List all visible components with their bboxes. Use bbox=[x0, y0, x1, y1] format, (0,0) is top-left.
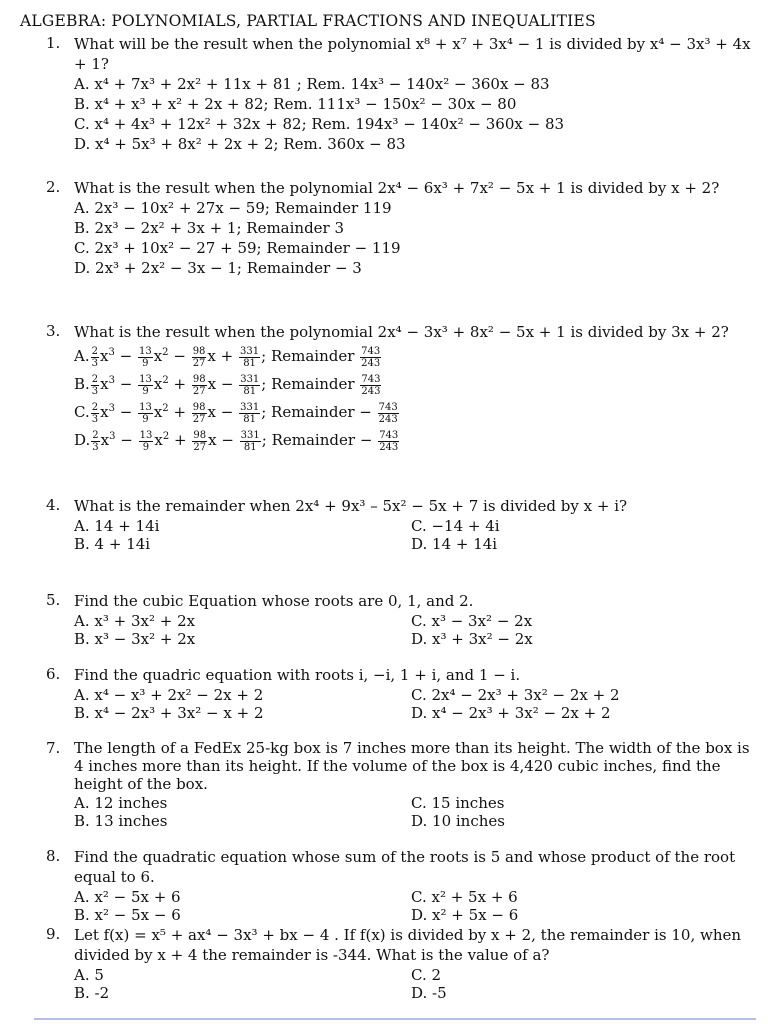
question-number: 5. bbox=[46, 591, 61, 609]
option-d: D. 14 + 14i bbox=[411, 535, 498, 553]
remainder-label: Remainder bbox=[270, 347, 355, 365]
term-sign: − bbox=[120, 431, 133, 449]
option-b: B. x⁴ − 2x³ + 3x² − x + 2 bbox=[74, 704, 264, 722]
term-sign: − bbox=[220, 375, 234, 393]
option-d: D. x⁴ + 5x³ + 8x² + 2x + 2; Rem. 360x − 83 bbox=[74, 135, 406, 153]
question-number: 7. bbox=[46, 739, 61, 757]
option-d: D. 2x³ + 2x² − 3x − 1; Remainder − 3 bbox=[74, 259, 362, 277]
remainder-label: Remainder bbox=[271, 375, 355, 393]
remainder-sign: − bbox=[359, 431, 373, 449]
question-text: Find the quadric equation with roots i, −i, 1 + i, and 1 − i. bbox=[74, 666, 521, 684]
fraction-term: $\frac{2}{3}$ bbox=[91, 345, 98, 369]
option-letter: A. bbox=[74, 347, 90, 365]
option-a: A. $\frac{2}{3}$ $x^3$ − $\frac{13}{9}$ $x^2$ − $\frac{98}{27}$ x + $\frac{331}{81}$ ; Remainder $\frac{743}{243}$ bbox=[74, 345, 381, 369]
option-letter: D. bbox=[74, 431, 91, 449]
fraction-term: $\frac{13}{9}$ bbox=[139, 429, 153, 453]
page-title: ALGEBRA: POLYNOMIALS, PARTIAL FRACTIONS AND INEQUALITIES bbox=[20, 12, 596, 30]
option-c: C. x² + 5x + 6 bbox=[411, 888, 518, 906]
question-6 bbox=[46, 665, 754, 721]
option-b: B. x³ − 3x² + 2x bbox=[74, 630, 196, 648]
option-a: A. 12 inches bbox=[74, 794, 168, 812]
option-b: B. 2x³ − 2x² + 3x + 1; Remainder 3 bbox=[74, 219, 345, 237]
option-d: D. 10 inches bbox=[411, 812, 505, 830]
option-b: B. 13 inches bbox=[74, 812, 168, 830]
question-text: What is the result when the polynomial 2x⁴ − 6x³ + 7x² − 5x + 1 is divided by x + 2? bbox=[74, 179, 720, 197]
question-text: Find the cubic Equation whose roots are 0, 1, and 2. bbox=[74, 592, 474, 610]
fraction-term: $\frac{98}{27}$ bbox=[192, 401, 206, 425]
option-d: D. -5 bbox=[411, 984, 447, 1002]
question-1 bbox=[46, 34, 754, 154]
fraction-term: $\frac{331}{81}$ bbox=[240, 401, 260, 425]
term-sign: − bbox=[220, 403, 234, 421]
question-number: 8. bbox=[46, 847, 61, 865]
option-d: D. $\frac{2}{3}$ $x^3$ − $\frac{13}{9}$ $x^2$ + $\frac{98}{27}$ x − $\frac{331}{81}$ ; Remainder − $\frac{743}{243}$ bbox=[74, 429, 399, 453]
option-letter: B. bbox=[74, 375, 90, 393]
option-d: D. x⁴ − 2x³ + 3x² − 2x + 2 bbox=[411, 704, 611, 722]
term-sign: + bbox=[220, 347, 234, 365]
term-sign: − bbox=[119, 403, 133, 421]
question-text: The length of a FedEx 25-kg box is 7 inches more than its height. The width of the box is 4 inches more than its height. If the volume of the box is 4,420 cubic inches, find the height of the box. bbox=[74, 739, 750, 793]
fraction-term: $\frac{743}{243}$ bbox=[361, 345, 381, 369]
fraction-term: $\frac{2}{3}$ bbox=[91, 401, 99, 425]
question-text: What is the remainder when 2x⁴ + 9x³ – 5x² − 5x + 7 is divided by x + i? bbox=[74, 497, 628, 515]
question-number: 9. bbox=[46, 925, 61, 943]
fraction-term: $\frac{13}{9}$ bbox=[138, 345, 152, 369]
option-a: A. x⁴ − x³ + 2x² − 2x + 2 bbox=[74, 686, 264, 704]
bottom-divider bbox=[34, 1018, 756, 1020]
fraction-term: $\frac{98}{27}$ bbox=[193, 429, 207, 453]
question-number: 1. bbox=[46, 34, 61, 52]
options bbox=[74, 887, 754, 923]
term-sign: − bbox=[119, 375, 133, 393]
option-c: C. −14 + 4i bbox=[411, 517, 500, 535]
question-text: What is the result when the polynomial 2x⁴ − 3x³ + 8x² − 5x + 1 is divided by 3x + 2? bbox=[74, 323, 729, 341]
option-a: A. 2x³ − 10x² + 27x − 59; Remainder 119 bbox=[74, 199, 392, 217]
options bbox=[74, 611, 754, 647]
term-sign: − bbox=[119, 347, 133, 365]
option-c: C. 2x⁴ − 2x³ + 3x² − 2x + 2 bbox=[411, 686, 620, 704]
remainder-sign: − bbox=[359, 403, 372, 421]
question-3 bbox=[46, 322, 754, 454]
fraction-term: $\frac{331}{81}$ bbox=[240, 345, 260, 369]
option-c: C. x⁴ + 4x³ + 12x² + 32x + 82; Rem. 194x³ − 140x² − 360x − 83 bbox=[74, 115, 565, 133]
term-sign: + bbox=[173, 431, 187, 449]
option-b: B. 4 + 14i bbox=[74, 535, 151, 553]
remainder-label: Remainder bbox=[271, 431, 356, 449]
fraction-term: $\frac{2}{3}$ bbox=[91, 373, 99, 397]
option-a: A. 14 + 14i bbox=[74, 517, 160, 535]
question-number: 3. bbox=[46, 322, 61, 340]
options bbox=[74, 516, 754, 552]
option-d: D. x³ + 3x² − 2x bbox=[411, 630, 533, 648]
options bbox=[74, 342, 754, 454]
option-c: C. 15 inches bbox=[411, 794, 505, 812]
option-b: B. $\frac{2}{3}$ $x^3$ − $\frac{13}{9}$ $x^2$ + $\frac{98}{27}$ x − $\frac{331}{81}$ ; Remainder $\frac{743}{243}$ bbox=[74, 373, 381, 397]
term-sign: + bbox=[173, 375, 187, 393]
question-text: What will be the result when the polynomial x⁸ + x⁷ + 3x⁴ − 1 is divided by x⁴ − 3x³ + 4x + 1? bbox=[74, 35, 751, 73]
question-8 bbox=[46, 847, 754, 923]
option-c: C. $\frac{2}{3}$ $x^3$ − $\frac{13}{9}$ $x^2$ + $\frac{98}{27}$ x − $\frac{331}{81}$ ; Remainder − $\frac{743}{243}$ bbox=[74, 401, 398, 425]
options bbox=[74, 685, 754, 721]
fraction-term: $\frac{2}{3}$ bbox=[92, 429, 99, 453]
term-sign: − bbox=[221, 431, 234, 449]
question-number: 2. bbox=[46, 178, 61, 196]
fraction-term: $\frac{743}{243}$ bbox=[379, 429, 399, 453]
question-2 bbox=[46, 178, 754, 278]
question-text: Let f(x) = x⁵ + ax⁴ − 3x³ + bx − 4 . If f(x) is divided by x + 2, the remainder is 10, when divided by x + 4 the remainder is -344. What is the value of a? bbox=[74, 926, 742, 964]
option-b: B. x⁴ + x³ + x² + 2x + 82; Rem. 111x³ − 150x² − 30x − 80 bbox=[74, 95, 517, 113]
fraction-term: $\frac{743}{243}$ bbox=[378, 401, 398, 425]
question-number: 4. bbox=[46, 496, 61, 514]
options bbox=[74, 198, 754, 278]
fraction-term: $\frac{98}{27}$ bbox=[192, 373, 206, 397]
option-a: A. x² − 5x + 6 bbox=[74, 888, 181, 906]
question-4 bbox=[46, 496, 754, 552]
option-b: B. -2 bbox=[74, 984, 110, 1002]
option-d: D. x² + 5x − 6 bbox=[411, 906, 519, 924]
question-number: 6. bbox=[46, 665, 61, 683]
option-b: B. x² − 5x − 6 bbox=[74, 906, 181, 924]
fraction-term: $\frac{331}{81}$ bbox=[240, 429, 260, 453]
fraction-term: $\frac{743}{243}$ bbox=[361, 373, 381, 397]
option-c: C. 2 bbox=[411, 966, 442, 984]
term-sign: − bbox=[173, 347, 186, 365]
fraction-term: $\frac{98}{27}$ bbox=[192, 345, 206, 369]
option-a: A. 5 bbox=[74, 966, 104, 984]
question-5 bbox=[46, 591, 754, 647]
remainder-label: Remainder bbox=[271, 403, 355, 421]
option-a: A. x⁴ + 7x³ + 2x² + 11x + 81 ; Rem. 14x³ − 140x² − 360x − 83 bbox=[74, 75, 550, 93]
option-c: C. 2x³ + 10x² − 27 + 59; Remainder − 119 bbox=[74, 239, 401, 257]
fraction-term: $\frac{331}{81}$ bbox=[240, 373, 260, 397]
options bbox=[74, 793, 754, 829]
question-9 bbox=[46, 925, 754, 1001]
fraction-term: $\frac{13}{9}$ bbox=[139, 401, 152, 425]
option-c: C. x³ − 3x² − 2x bbox=[411, 612, 533, 630]
question-7 bbox=[46, 739, 754, 829]
term-sign: + bbox=[173, 403, 187, 421]
option-letter: C. bbox=[74, 403, 90, 421]
question-text: Find the quadratic equation whose sum of the roots is 5 and whose product of the root equal to 6. bbox=[74, 848, 736, 886]
options bbox=[74, 965, 754, 1001]
options bbox=[74, 74, 754, 154]
fraction-term: $\frac{13}{9}$ bbox=[139, 373, 152, 397]
option-a: A. x³ + 3x² + 2x bbox=[74, 612, 196, 630]
